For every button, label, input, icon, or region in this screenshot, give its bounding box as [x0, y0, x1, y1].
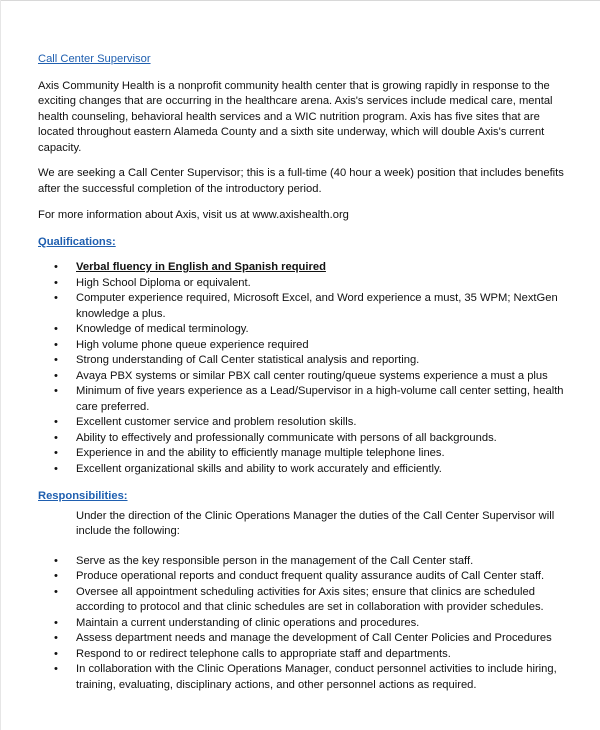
bullet-icon	[54, 291, 66, 307]
page-border-top	[0, 0, 600, 1]
responsibility-item	[76, 662, 568, 693]
qualification-text: Excellent organizational skills and ability to work accurately and efficiently.	[76, 462, 442, 475]
bullet-icon	[54, 569, 66, 585]
bullet-icon	[54, 554, 66, 570]
qualification-text: Minimum of five years experience as a Lead/Supervisor in a high-volume call center setting, health care preferred.	[76, 385, 564, 413]
qualification-item	[76, 276, 568, 292]
qualification-item	[76, 415, 568, 431]
qualifications-list	[38, 260, 568, 477]
responsibility-text: Oversee all appointment scheduling activities for Axis sites; ensure that clinics are scheduled according to protocol and that clinic schedules are set in collaboration with provider schedules.	[76, 585, 544, 613]
responsibility-text: Assess department needs and manage the development of Call Center Policies and Procedures	[76, 632, 552, 644]
bullet-icon	[54, 662, 66, 678]
qualification-text: Computer experience required, Microsoft Excel, and Word experience a must, 35 WPM; NextGen knowledge a plus.	[76, 292, 558, 320]
responsibility-item	[76, 585, 568, 616]
bullet-icon	[54, 369, 66, 385]
qualification-item	[76, 462, 568, 478]
responsibilities-heading: Responsibilities:	[38, 490, 128, 502]
responsibility-item	[76, 569, 568, 585]
qualification-text: Verbal fluency in English and Spanish required	[76, 261, 326, 273]
qualification-text: High volume phone queue experience required	[76, 338, 309, 351]
qualification-item	[76, 369, 568, 385]
bullet-icon	[54, 631, 66, 647]
bullet-icon	[54, 415, 66, 431]
bullet-icon	[54, 353, 66, 369]
bullet-icon	[54, 585, 66, 601]
qualification-text: High School Diploma or equivalent.	[76, 276, 251, 289]
bullet-icon	[54, 322, 66, 338]
responsibility-item	[76, 554, 568, 570]
responsibility-text: Produce operational reports and conduct frequent quality assurance audits of Call Center staff.	[76, 570, 545, 582]
responsibility-item	[76, 631, 568, 647]
bullet-icon	[54, 647, 66, 663]
qualification-text: Excellent customer service and problem resolution skills.	[76, 416, 357, 428]
responsibilities-intro: Under the direction of the Clinic Operations Manager the duties of the Call Center Supervisor will include the following:	[76, 509, 555, 537]
qualification-text: Strong understanding of Call Center statistical analysis and reporting.	[76, 354, 420, 366]
bullet-icon	[54, 384, 66, 400]
qualification-item	[76, 322, 568, 338]
intro-paragraph-position: We are seeking a Call Center Supervisor; this is a full-time (40 hour a week) position that includes benefits after the successful completion of the introductory period.	[38, 167, 564, 195]
intro-paragraph-about: Axis Community Health is a nonprofit community health center that is growing rapidly in response to the exciting changes that are occurring in the healthcare arena. Axis's services include medical care, mental health counseling, behavioral health services and a WIC nutrition program. Axis has five sites that are located throughout eastern Alameda County and a sixth site underway, which will double Axis's current capacity.	[38, 79, 553, 154]
bullet-icon	[54, 276, 66, 292]
page-border-left	[0, 0, 1, 730]
responsibility-text: Maintain a current understanding of clinic operations and procedures.	[76, 616, 420, 629]
qualification-item	[76, 353, 568, 369]
document-body	[38, 52, 568, 693]
qualifications-heading: Qualifications:	[38, 235, 116, 248]
responsibilities-list	[38, 554, 568, 694]
bullet-icon	[54, 446, 66, 462]
qualification-item	[76, 446, 568, 462]
qualification-item	[76, 431, 568, 447]
responsibility-text: In collaboration with the Clinic Operations Manager, conduct personnel activities to include hiring, training, evaluating, disciplinary actions, and other personnel actions as required.	[76, 663, 557, 691]
bullet-icon	[54, 260, 66, 276]
intro-paragraph-more-info: For more information about Axis, visit us at www.axishealth.org	[38, 209, 349, 221]
qualification-text: Ability to effectively and professionally communicate with persons of all backgrounds.	[76, 431, 497, 444]
bullet-icon	[54, 431, 66, 447]
bullet-icon	[54, 462, 66, 478]
responsibility-text: Serve as the key responsible person in the management of the Call Center staff.	[76, 554, 474, 567]
responsibility-item	[76, 647, 568, 663]
qualification-text: Knowledge of medical terminology.	[76, 323, 249, 335]
responsibility-text: Respond to or redirect telephone calls to appropriate staff and departments.	[76, 647, 451, 660]
document-title: Call Center Supervisor	[38, 53, 151, 65]
responsibility-item	[76, 616, 568, 632]
qualification-text: Avaya PBX systems or similar PBX call center routing/queue systems experience a must a plus	[76, 369, 548, 382]
bullet-icon	[54, 338, 66, 354]
bullet-icon	[54, 616, 66, 632]
qualification-item	[76, 291, 568, 322]
qualification-item	[76, 338, 568, 354]
qualification-text: Experience in and the ability to efficiently manage multiple telephone lines.	[76, 447, 445, 459]
qualification-item	[76, 260, 568, 276]
qualification-item	[76, 384, 568, 415]
